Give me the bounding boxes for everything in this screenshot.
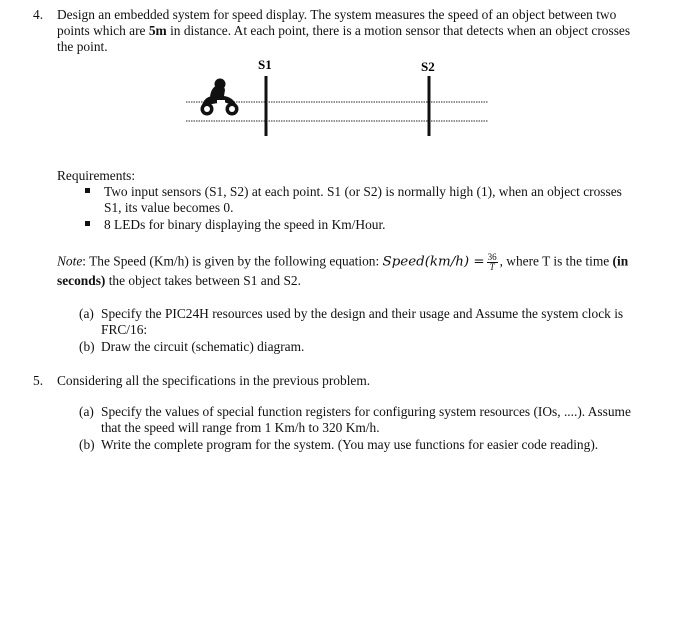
requirements-heading: Requirements:	[57, 168, 136, 183]
sensor-s1-label: S1	[258, 57, 272, 72]
question-4-intro-line-2: points which are 5m in distance. At each point, there is a motion sensor that detects when an object crosses	[57, 23, 631, 38]
motorcycle-icon	[201, 79, 239, 116]
q4-part-b: Draw the circuit (schematic) diagram.	[101, 339, 305, 354]
bullet-icon	[85, 221, 90, 226]
requirement-1-line-2: S1, its value becomes 0.	[104, 200, 234, 215]
q5-part-a-label: (a)	[79, 404, 94, 419]
q4-part-a-line-2: FRC/16:	[101, 322, 148, 337]
note-label: Note	[57, 253, 83, 269]
q4-part-a-label: (a)	[79, 306, 94, 321]
bullet-icon	[85, 188, 90, 193]
requirement-2: 8 LEDs for binary displaying the speed in Km/Hour.	[104, 217, 386, 232]
question-4-intro-line-1: Design an embedded system for speed display. The system measures the speed of an object between two	[57, 7, 617, 22]
q4-part-b-label: (b)	[79, 339, 95, 354]
question-4-number: 4.	[33, 7, 44, 22]
question-5-number: 5.	[33, 373, 44, 388]
q4-part-a-line-1: Specify the PIC24H resources used by the design and their usage and Assume the system clock is	[101, 306, 624, 321]
question-5-intro: Considering all the specifications in the previous problem.	[57, 373, 371, 388]
q5-part-a-line-2: that the speed will range from 1 Km/h to 320 Km/h.	[101, 420, 380, 435]
q5-part-a-line-1: Specify the values of special function registers for configuring system resources (IOs, ....). Assume	[101, 404, 631, 419]
question-4-intro-line-3: the point.	[57, 39, 108, 54]
requirement-1-line-1: Two input sensors (S1, S2) at each point. S1 (or S2) is normally high (1), when an object crosses	[104, 184, 622, 199]
speed-equation-fraction: $\frac{36}{T}$	[487, 252, 497, 272]
q5-part-b-label: (b)	[79, 437, 95, 452]
sensor-diagram	[180, 56, 500, 142]
note-line-1: Note: The Speed (Km/h) is given by the following equation: Speed(km/h) = $\frac{36}{T}$ , where T is the time (in	[57, 252, 629, 272]
distance-value: 5m	[148, 23, 167, 38]
sensor-s2-label: S2	[421, 59, 435, 74]
q5-part-b: Write the complete program for the system. (You may use functions for easier code reading).	[101, 437, 599, 452]
speed-equation-lhs: Speed(km/h) =	[382, 254, 485, 270]
note-line-2: seconds) the object takes between S1 and S2.	[57, 273, 301, 288]
